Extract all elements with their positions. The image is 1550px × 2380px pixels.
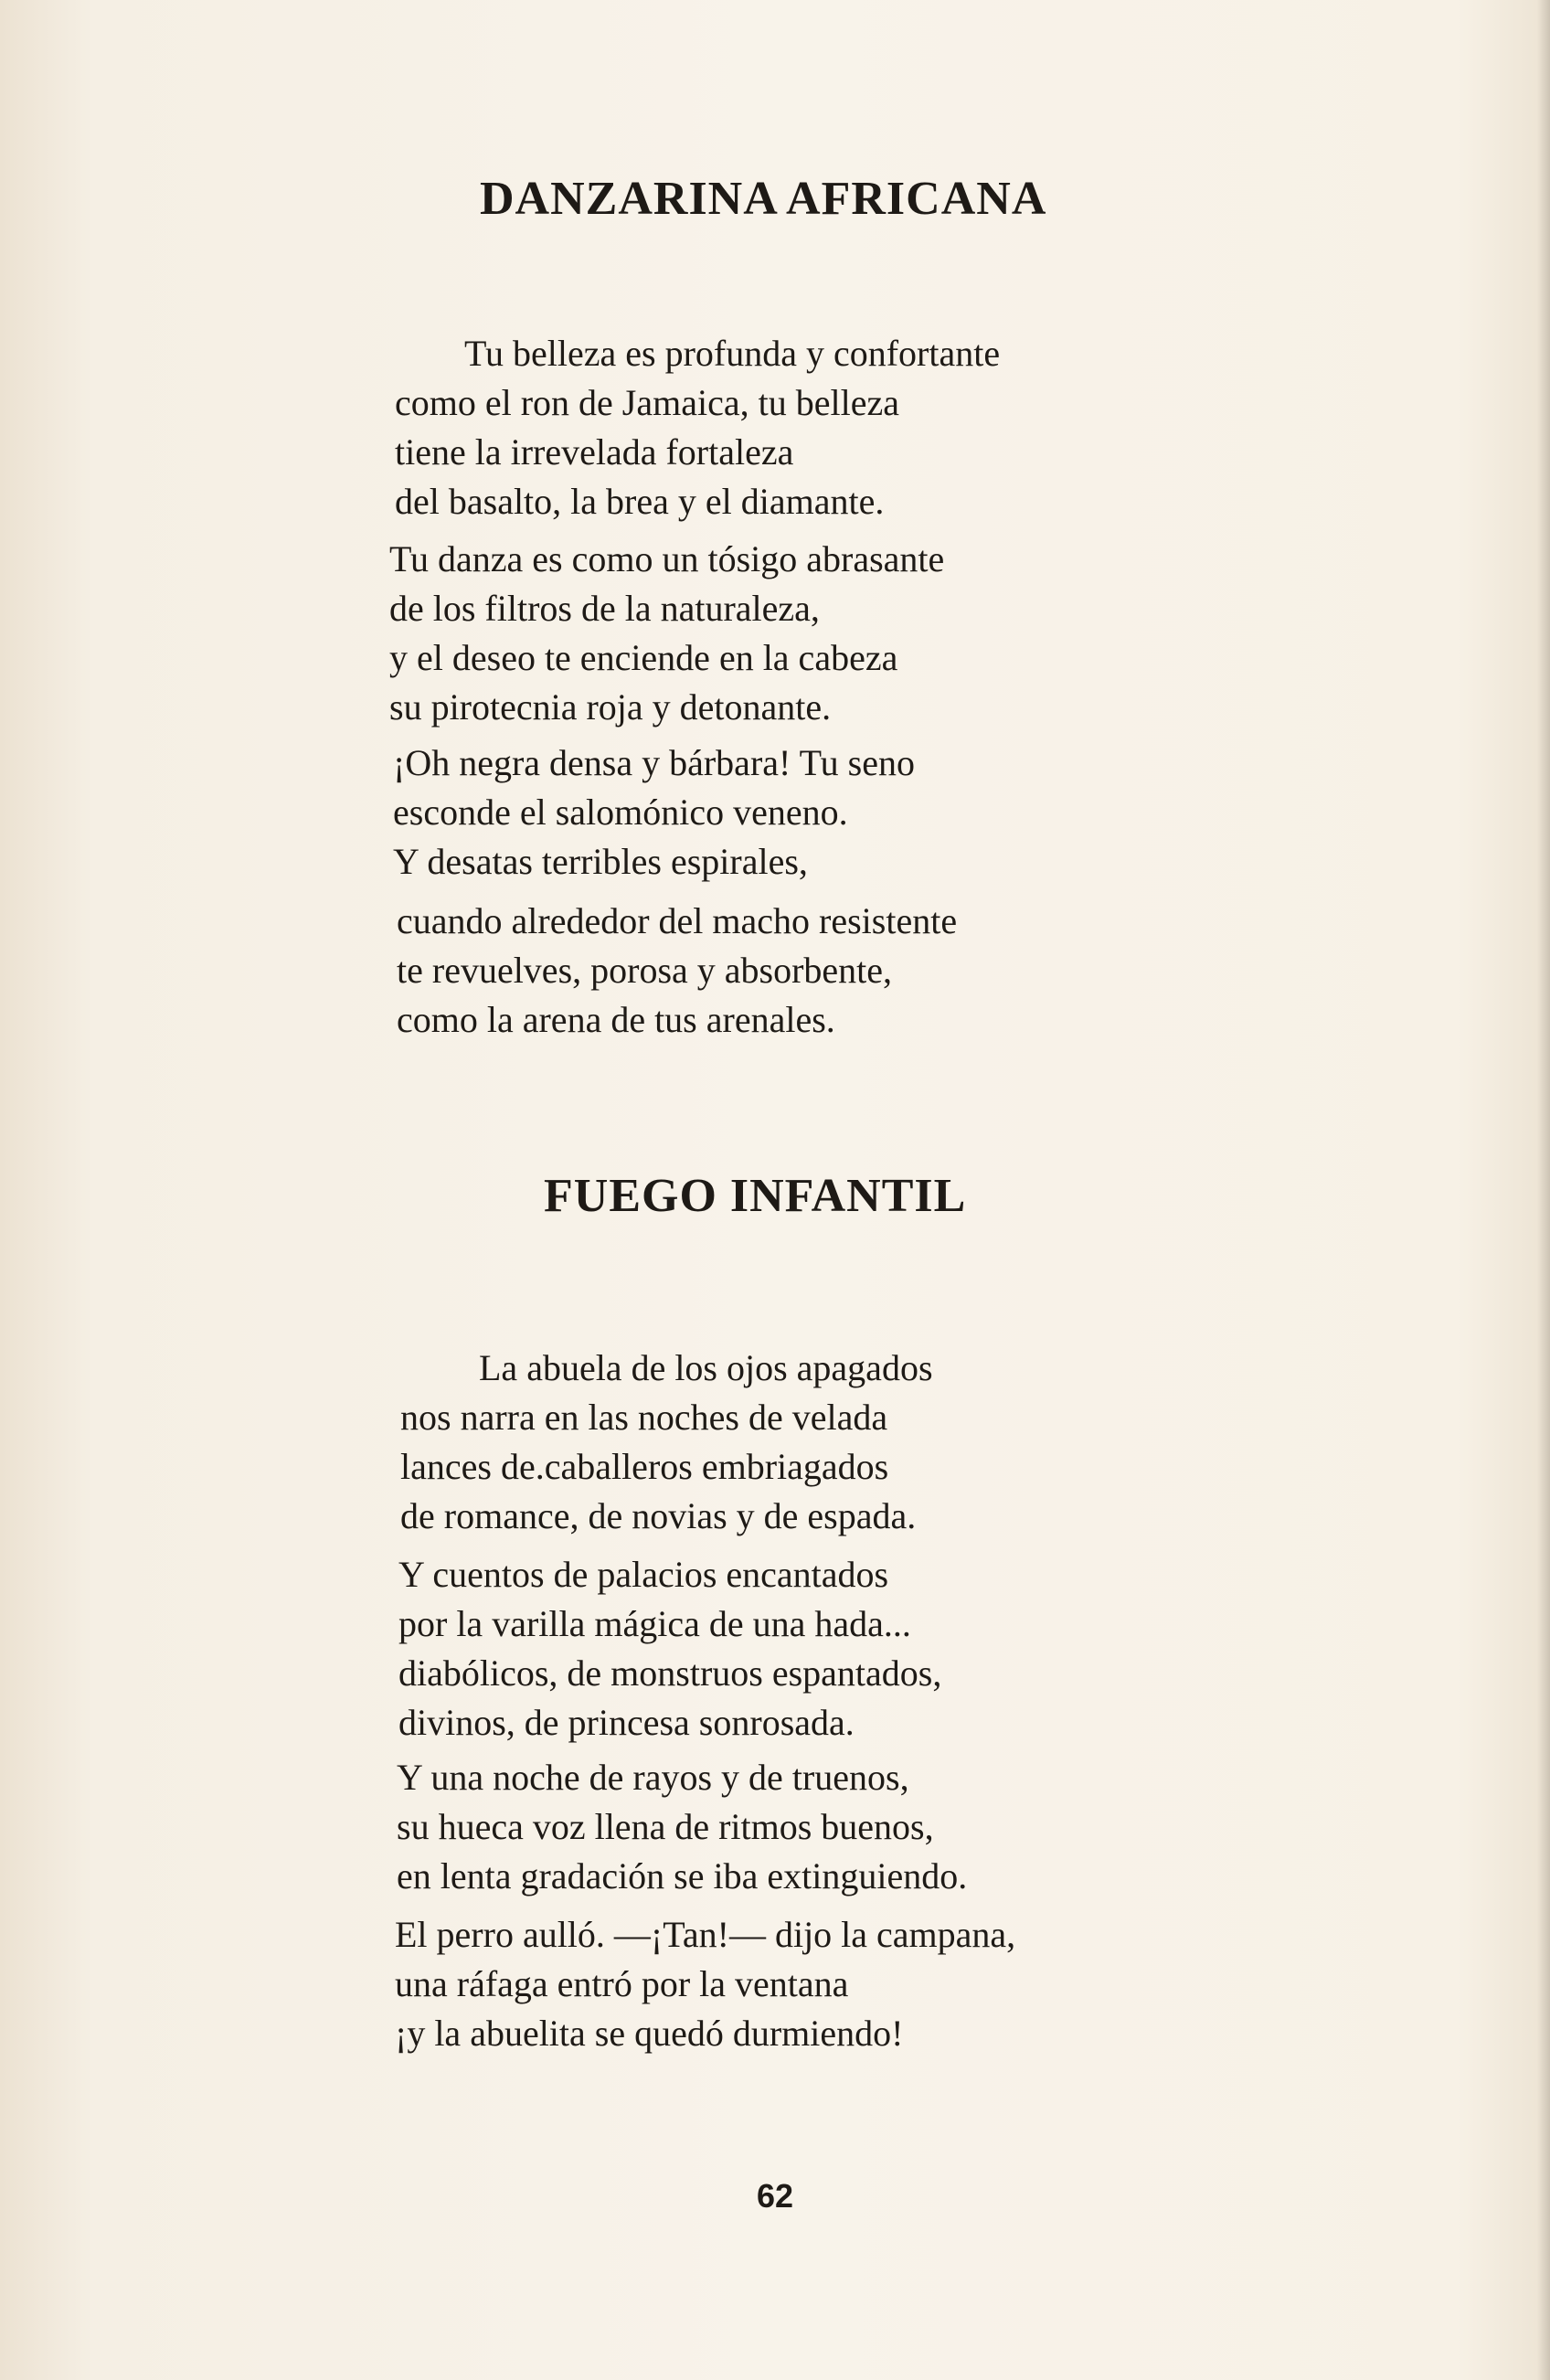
verse-line: Y una noche de rayos y de truenos, <box>397 1757 909 1798</box>
stanza <box>395 1910 1015 2058</box>
stanza <box>398 1550 941 1748</box>
verse-line: nos narra en las noches de velada <box>400 1397 888 1438</box>
page-number: 62 <box>756 2177 794 2215</box>
verse-line: te revuelves, porosa y absorbente, <box>397 950 893 991</box>
verse-line: tiene la irrevelada fortaleza <box>395 431 794 473</box>
verse-line: como el ron de Jamaica, tu belleza <box>395 382 899 423</box>
verse-line: como la arena de tus arenales. <box>397 999 835 1040</box>
verse-line: su hueca voz llena de ritmos buenos, <box>397 1806 934 1847</box>
stanza <box>400 1344 933 1541</box>
verse-line: por la varilla mágica de una hada... <box>398 1603 911 1644</box>
verse-line: ¡y la abuelita se quedó durmiendo! <box>395 2013 904 2054</box>
stanza <box>397 1753 967 1901</box>
verse-line: lances de.caballeros embriagados <box>400 1446 889 1487</box>
verse-line: de los filtros de la naturaleza, <box>389 588 820 629</box>
verse-line: su pirotecnia roja y detonante. <box>389 686 832 728</box>
verse-line: La abuela de los ojos apagados <box>479 1347 933 1388</box>
poem-title: FUEGO INFANTIL <box>544 1170 967 1222</box>
verse-line: del basalto, la brea y el diamante. <box>395 481 885 522</box>
verse-line: Y desatas terribles espirales, <box>393 841 808 882</box>
stanza <box>389 535 944 732</box>
verse-line: esconde el salomónico veneno. <box>393 792 848 833</box>
verse-line: diabólicos, de monstruos espantados, <box>398 1652 942 1694</box>
stanza <box>393 738 915 887</box>
verse-line: de romance, de novias y de espada. <box>400 1495 917 1536</box>
verse-line: Tu belleza es profunda y confortante <box>464 333 1001 374</box>
verse-line: Y cuentos de palacios encantados <box>398 1554 889 1595</box>
page-edge-shadow <box>1537 0 1550 2380</box>
stanza <box>397 897 957 1045</box>
verse-line: en lenta gradación se iba extinguiendo. <box>397 1855 968 1897</box>
poem-title: DANZARINA AFRICANA <box>480 173 1047 225</box>
verse-line: ¡Oh negra densa y bárbara! Tu seno <box>393 742 915 783</box>
verse-line: divinos, de princesa sonrosada. <box>398 1702 855 1743</box>
verse-line: una ráfaga entró por la ventana <box>395 1963 849 2004</box>
verse-line: cuando alrededor del macho resistente <box>397 900 958 941</box>
stanza <box>395 329 1000 526</box>
verse-line: y el deseo te enciende en la cabeza <box>389 637 898 678</box>
verse-line: El perro aulló. —¡Tan!— dijo la campana, <box>395 1914 1016 1955</box>
verse-line: Tu danza es como un tósigo abrasante <box>389 538 945 579</box>
